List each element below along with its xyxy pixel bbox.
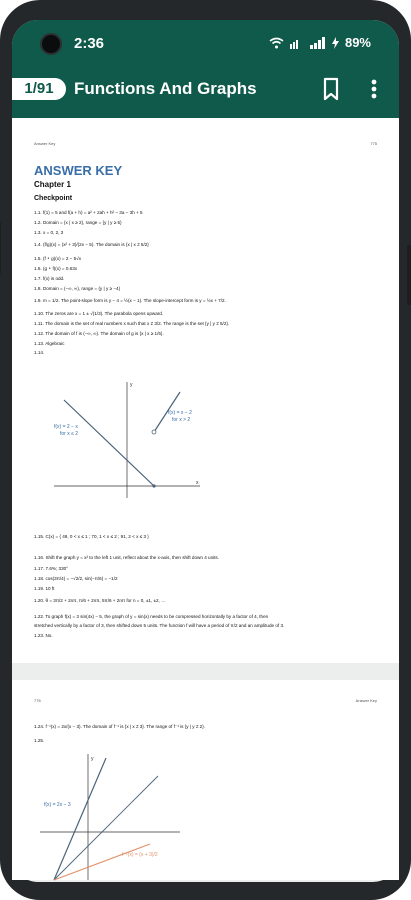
graph-inverse [40,752,180,880]
answer-line: 1.20. θ = 3π/2 + 2nπ, π/6 + 2nπ, 5π/6 + 2nπ for n = 0, ±1, ±2, … [34,598,166,603]
app-bar [12,66,399,118]
answer-line: 1.23. No. [34,633,53,638]
page-header-right: Answer Key [355,698,377,703]
answer-line: 1.8. Domain = (−∞, ∞), range = {y | y ≥ −4} [34,286,121,291]
closed-endpoint [152,484,155,487]
identity-line [54,776,158,880]
answer-line: 1.17. 7.6%; 330° [34,566,69,571]
clock: 2:36 [74,35,105,52]
answer-line: 1.18. cos(3π/4) = −√2/2, sin(−π/6) = −1/2 [34,576,118,581]
inverse-function-label: f⁻¹(x) = (x + 3)/2 [122,852,158,858]
answer-line: 1.22. To graph f(x) = 3 sin(4x) − 5, the graph of y = sin(x) needs to be compressed horizontally by a factor of 4, then [34,614,269,619]
page-header-left: Answer Key [34,141,56,146]
function-label: f(x) = 2x − 3 [44,802,71,808]
answer-line: 1.9. m = 1/2. The point-slope form is y − 4 = ½(x − 1). The slope-intercept form is y = ½x + 7/2. [34,298,226,303]
answer-line: 1.19. 10 ft [34,586,55,591]
answer-line: 1.3. x = 0, 2, 3 [34,230,64,235]
status-icons [269,35,371,50]
answer-line: 1.2. Domain = {x | x ≥ 2}, range = {y | y ≥ 5} [34,220,122,225]
answer-line: 1.11. The domain is the set of real numbers x such that x ≠ 3/2. The range is the set {y | y ≠ 5/2}. [34,321,230,326]
function-line [54,758,106,880]
bookmark-icon[interactable] [318,76,344,102]
answer-line: stretched vertically by a factor of 3, then shifted down 5 units. The function f will have a period of π/2 and an amplitude of 3. [34,623,285,628]
answer-line: 1.13. Algebraic [34,341,65,346]
more-options-icon[interactable] [364,76,384,102]
signal-icon [310,37,326,49]
answer-line: 1.5. (f ∘ g)(x) = 2 − 5√x [34,256,82,261]
page-number: 776 [34,698,41,703]
line-left-piece [64,400,154,486]
answer-line: 1.15. C(x) = { 49, 0 < x ≤ 1 ; 70, 1 < x ≤ 2 ; 91, 2 < x ≤ 3 } [34,534,149,539]
power-button [407,245,411,305]
volume-button [0,222,1,274]
lte-icon [290,37,304,49]
wifi-icon [269,37,284,49]
inverse-function-line [54,844,150,880]
y-axis-label: y [91,756,94,762]
right-piece-domain: for x > 2 [172,417,191,423]
camera-cutout [40,33,62,55]
pdf-page-2[interactable] [12,680,399,880]
answer-line: 1.6. (g ∘ f)(x) = 0.63x [34,266,78,271]
answer-line: 1.10. The zeros are x = 1 ± √(1/3). The parabola opens upward. [34,311,164,316]
y-axis-label: y [130,382,133,388]
pdf-page-1[interactable] [12,118,399,663]
open-endpoint [152,430,156,434]
answer-line: 1.14. [34,350,45,355]
chapter-heading: Chapter 1 [34,180,71,189]
section-heading: Checkpoint [34,195,73,202]
answer-key-heading: ANSWER KEY [34,163,123,178]
answer-line: 1.4. (f/g)(x) = (x² + 3)/(2x − 5). The domain is {x | x ≠ 5/2} [34,242,149,247]
page-indicator[interactable]: 1/91 [12,78,66,100]
document-title: Functions And Graphs [74,79,257,98]
charging-icon [332,37,339,49]
left-piece-label: f(x) = 2 − x [54,424,78,430]
left-piece-domain: for x ≤ 2 [60,431,79,437]
page-number: 775 [370,141,377,146]
x-axis-label: x [196,480,199,486]
graph-piecewise [52,380,202,500]
answer-line: 1.25. [34,738,45,743]
answer-line: 1.24. f⁻¹(x) = 2x/(x − 3). The domain of f⁻¹ is {x | x ≠ 3}. The range of f⁻¹ is {y | y ≠ 2}. [34,724,206,729]
answer-line: 1.1. f(1) = 5 and f(a + h) = a² + 2ah + h² − 3a − 3h + 5 [34,210,143,215]
answer-line: 1.7. f(x) is odd. [34,276,65,281]
status-bar [12,20,399,66]
answer-line: 1.12. The domain of f is (−∞, ∞). The domain of g is {x | x ≥ 1/5}. [34,331,164,336]
right-piece-label: f(x) = x − 2 [168,410,192,416]
battery-percentage: 89% [344,35,371,50]
answer-line: 1.16. Shift the graph y = x² to the left 1 unit, reflect about the x-axis, then shift down 4 units. [34,555,220,560]
